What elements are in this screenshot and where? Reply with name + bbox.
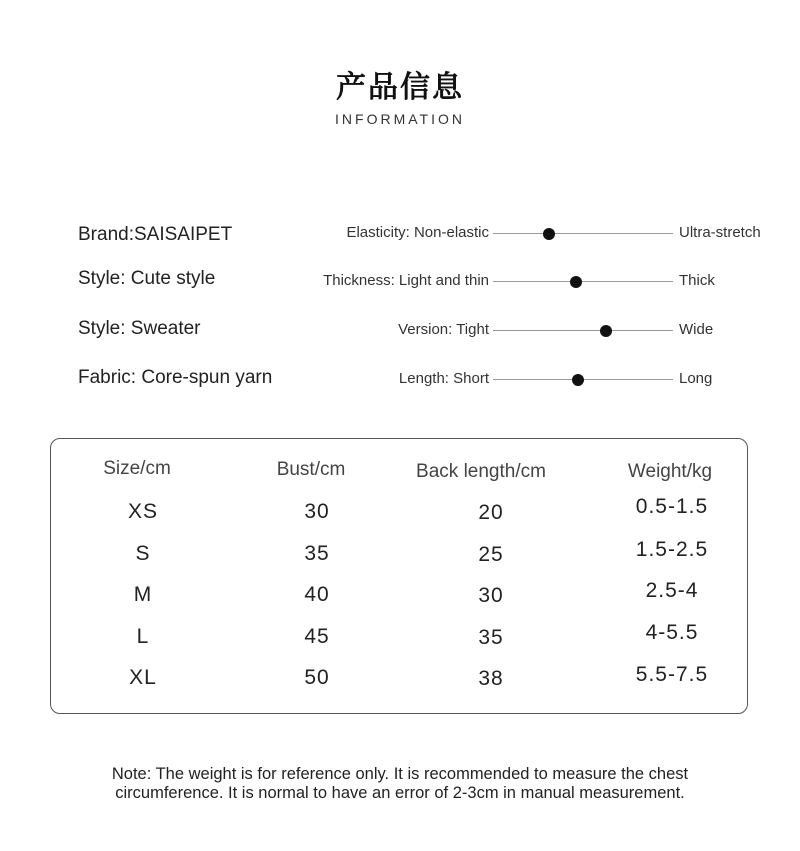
attribute-fabric: Fabric: Core-spun yarn	[78, 367, 273, 388]
cell-back-length: 30	[478, 584, 504, 607]
cell-back-length: 38	[478, 667, 504, 690]
scale-right-label: Wide	[679, 321, 714, 338]
scale-right-label: Long	[679, 370, 713, 387]
scale-left-label: Thickness: Light and thin	[323, 272, 489, 289]
attribute-style-sweater: Style: Sweater	[78, 318, 201, 339]
note-line-1: Note: The weight is for reference only. It is recommended to measure the chest	[111, 765, 689, 783]
scale-left-label: Version: Tight	[398, 321, 489, 338]
scale-elasticity	[0, 222, 800, 246]
page-subtitle: INFORMATION	[335, 111, 465, 127]
cell-back-length: 35	[478, 626, 504, 649]
attribute-style-cute: Style: Cute style	[78, 268, 216, 289]
cell-bust: 45	[304, 625, 330, 648]
cell-size: XS	[127, 500, 158, 523]
cell-back-length: 25	[478, 543, 504, 566]
scale-track	[493, 233, 673, 234]
header-bust: Bust/cm	[276, 459, 346, 480]
cell-bust: 35	[304, 542, 330, 565]
cell-size: M	[133, 583, 153, 606]
attribute-brand: Brand:SAISAIPET	[78, 224, 233, 245]
scale-left-label: Elasticity: Non-elastic	[346, 224, 489, 241]
scale-track	[493, 281, 673, 282]
cell-bust: 50	[304, 666, 330, 689]
scale-left-label: Length: Short	[398, 370, 489, 387]
cell-back-length: 20	[478, 501, 504, 524]
scale-marker	[600, 325, 612, 337]
cell-bust: 30	[304, 500, 330, 523]
cell-weight: 0.5-1.5	[635, 495, 709, 518]
header-weight: Weight/kg	[627, 461, 713, 482]
scale-right-label: Thick	[679, 272, 715, 289]
size-table	[50, 438, 748, 714]
cell-bust: 40	[304, 583, 330, 606]
cell-weight: 5.5-7.5	[635, 663, 709, 686]
cell-weight: 2.5-4	[645, 579, 699, 602]
scale-marker	[572, 374, 584, 386]
cell-weight: 4-5.5	[645, 621, 699, 644]
measurement-note	[0, 765, 800, 803]
scale-track	[493, 330, 673, 331]
scale-marker	[543, 228, 555, 240]
scale-length	[0, 368, 800, 392]
cell-size: S	[135, 542, 151, 565]
cell-size: L	[136, 625, 150, 648]
cell-weight: 1.5-2.5	[635, 538, 709, 561]
scale-thickness	[0, 270, 800, 294]
scale-right-label: Ultra-stretch	[679, 224, 761, 241]
header-back-length: Back length/cm	[416, 461, 546, 482]
note-line-2: circumference. It is normal to have an error of 2-3cm in manual measurement.	[115, 784, 685, 802]
scale-marker	[570, 276, 582, 288]
cell-size: XL	[129, 666, 157, 689]
header-size: Size/cm	[103, 458, 171, 479]
scale-version	[0, 319, 800, 343]
page-title: 产品信息	[336, 70, 464, 105]
